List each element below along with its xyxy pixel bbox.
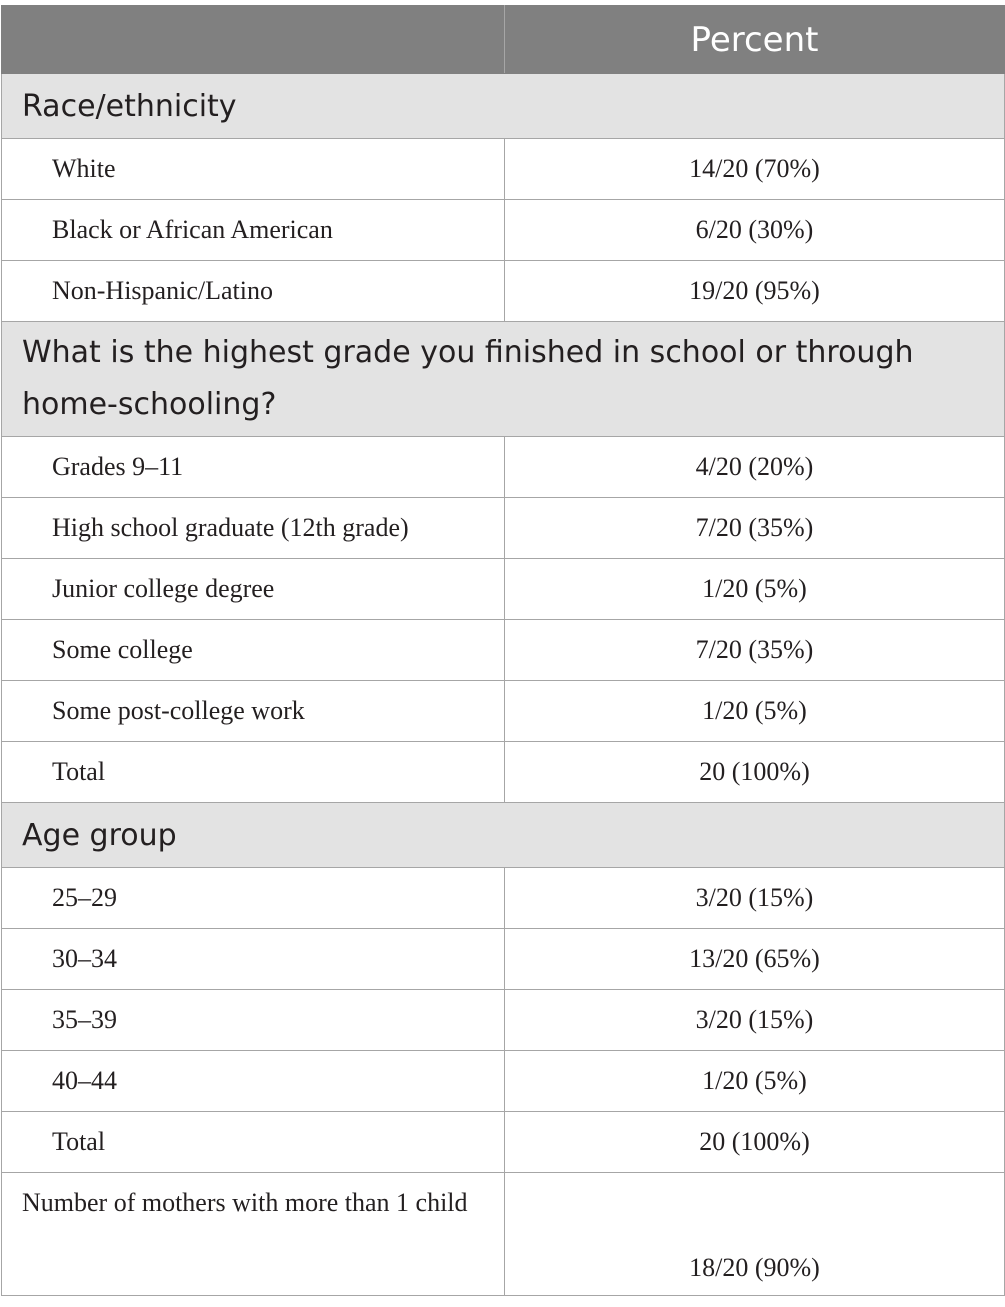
- row-label: 25–29: [2, 868, 505, 929]
- table-row: [2, 261, 1005, 322]
- section-title: Age group: [2, 803, 1005, 868]
- table-row: [2, 1112, 1005, 1173]
- row-label: 30–34: [2, 929, 505, 990]
- table-row: [2, 498, 1005, 559]
- row-value: 4/20 (20%): [505, 437, 1005, 498]
- table-row: [2, 1051, 1005, 1112]
- row-label: High school graduate (12th grade): [2, 498, 505, 559]
- row-value: 1/20 (5%): [505, 1051, 1005, 1112]
- row-value: 19/20 (95%): [505, 261, 1005, 322]
- table-row: [2, 990, 1005, 1051]
- row-label: Junior college degree: [2, 559, 505, 620]
- section-header-age: [2, 803, 1005, 868]
- table-row: [2, 929, 1005, 990]
- row-value: 3/20 (15%): [505, 868, 1005, 929]
- table-row: [2, 620, 1005, 681]
- section-title: What is the highest grade you finished in school or through home-schooling?: [2, 322, 1005, 437]
- row-label: Number of mothers with more than 1 child: [2, 1173, 505, 1296]
- section-header-race: [2, 74, 1005, 139]
- row-label: Non-Hispanic/Latino: [2, 261, 505, 322]
- row-label: Some college: [2, 620, 505, 681]
- table-row: [2, 742, 1005, 803]
- table-row: [2, 437, 1005, 498]
- row-value: 14/20 (70%): [505, 139, 1005, 200]
- row-label: Grades 9–11: [2, 437, 505, 498]
- table-row: [2, 559, 1005, 620]
- table-row: [2, 681, 1005, 742]
- row-label: Total: [2, 1112, 505, 1173]
- row-label: Total: [2, 742, 505, 803]
- table-row: [2, 868, 1005, 929]
- header-row: [2, 6, 1005, 74]
- demographics-table: [1, 5, 1005, 1296]
- section-header-education: [2, 322, 1005, 437]
- row-value: 7/20 (35%): [505, 498, 1005, 559]
- row-value: 20 (100%): [505, 1112, 1005, 1173]
- section-title: Race/ethnicity: [2, 74, 1005, 139]
- row-label: Some post-college work: [2, 681, 505, 742]
- table-row-mothers: [2, 1173, 1005, 1296]
- row-label: 35–39: [2, 990, 505, 1051]
- table-row: [2, 139, 1005, 200]
- header-blank-cell: [2, 6, 505, 74]
- row-value: 6/20 (30%): [505, 200, 1005, 261]
- row-value: 18/20 (90%): [505, 1173, 1005, 1296]
- row-value: 1/20 (5%): [505, 681, 1005, 742]
- row-label: Black or African American: [2, 200, 505, 261]
- row-value: 1/20 (5%): [505, 559, 1005, 620]
- row-label: White: [2, 139, 505, 200]
- header-percent: Percent: [505, 6, 1005, 74]
- row-value: 3/20 (15%): [505, 990, 1005, 1051]
- row-label: 40–44: [2, 1051, 505, 1112]
- row-value: 20 (100%): [505, 742, 1005, 803]
- table-row: [2, 200, 1005, 261]
- row-value: 13/20 (65%): [505, 929, 1005, 990]
- row-value: 7/20 (35%): [505, 620, 1005, 681]
